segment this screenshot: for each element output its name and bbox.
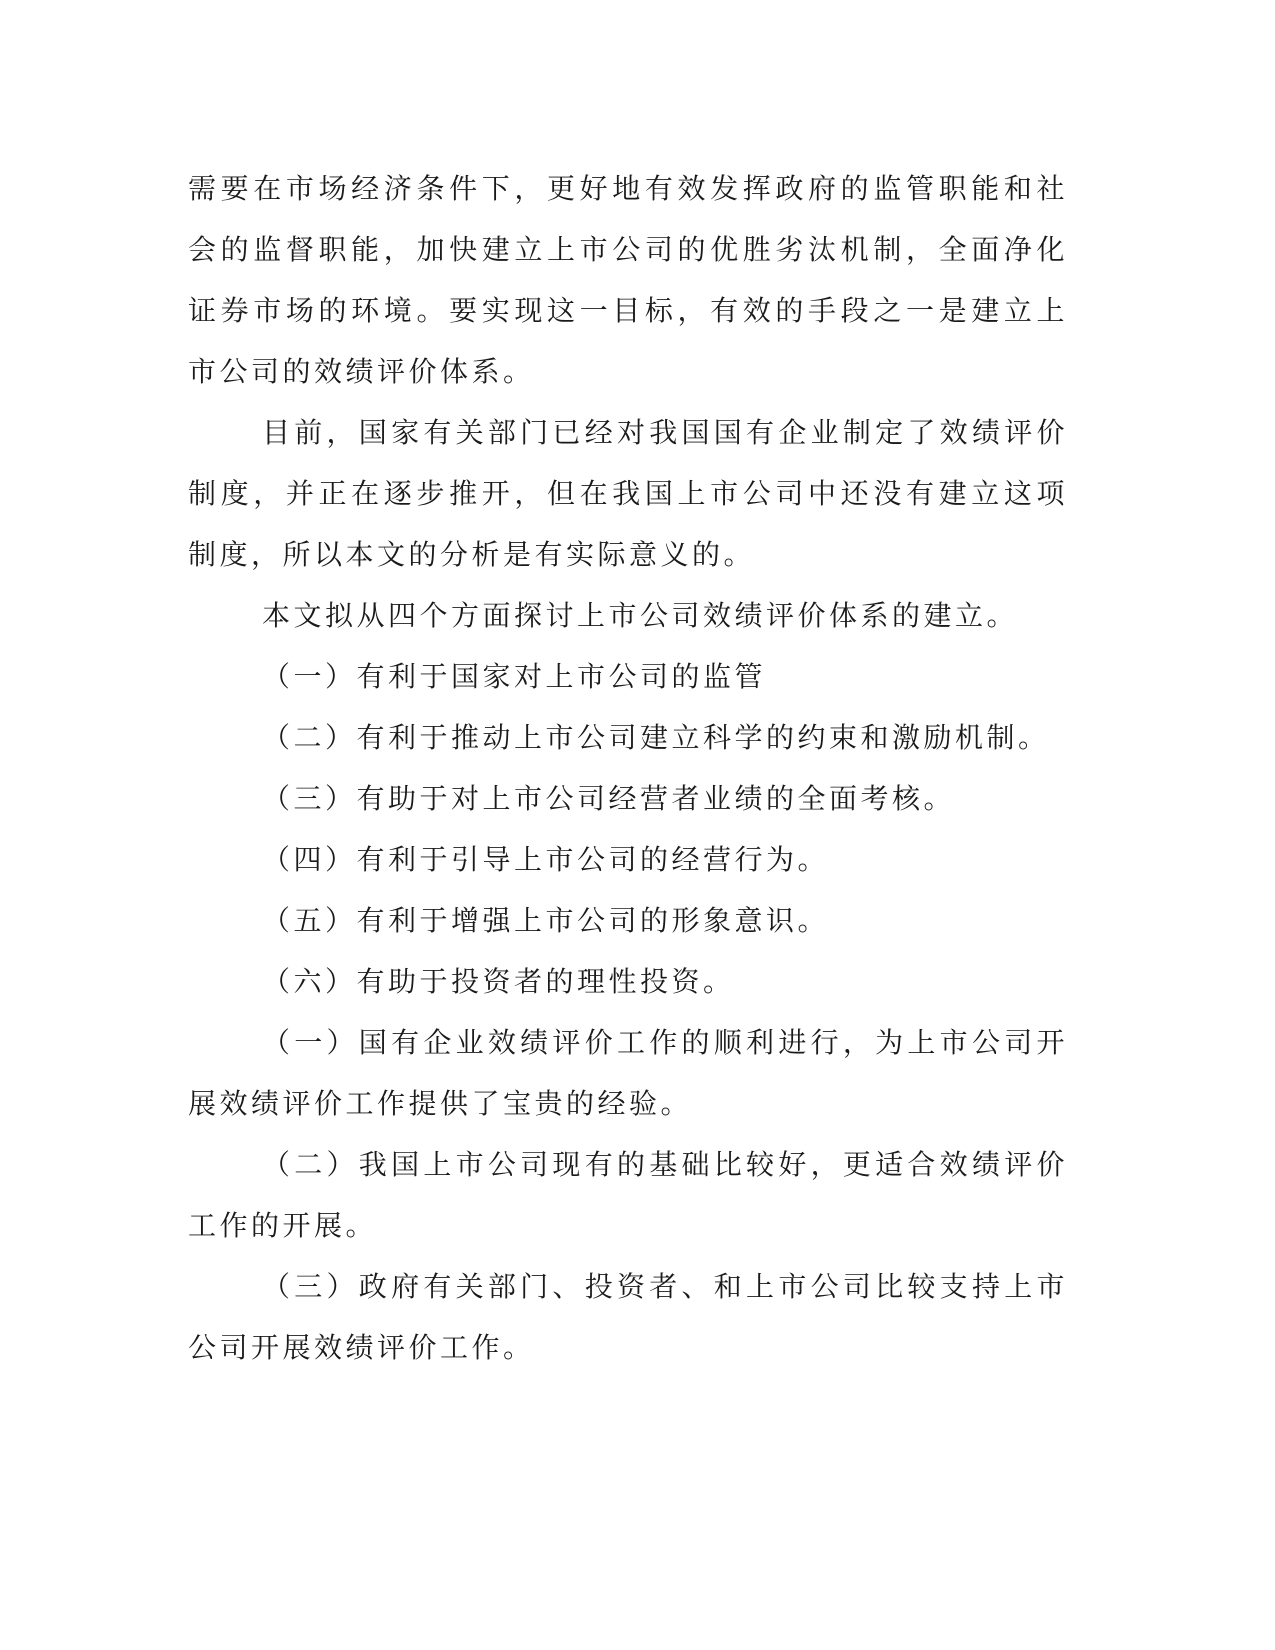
condition-item-2: （二）我国上市公司现有的基础比较好，更适合效绩评价工作的开展。	[188, 1148, 1068, 1242]
benefit-item-2: （二）有利于推动上市公司建立科学的约束和激励机制。	[262, 721, 1050, 754]
document-body	[188, 158, 1068, 1378]
paragraph-continuation: 需要在市场经济条件下，更好地有效发挥政府的监管职能和社会的监督职能，加快建立上市公司的优胜劣汰机制，全面净化证券市场的环境。要实现这一目标，有效的手段之一是建立上市公司的效绩评价体系。	[188, 172, 1068, 388]
benefit-item-6: （六）有助于投资者的理性投资。	[262, 965, 735, 998]
benefit-item-1: （一）有利于国家对上市公司的监管	[262, 660, 767, 693]
paragraph-outline: 本文拟从四个方面探讨上市公司效绩评价体系的建立。	[262, 599, 1019, 632]
condition-item-3: （三）政府有关部门、投资者、和上市公司比较支持上市公司开展效绩评价工作。	[188, 1270, 1068, 1364]
benefit-item-5: （五）有利于增强上市公司的形象意识。	[262, 904, 830, 937]
paragraph-current-status: 目前，国家有关部门已经对我国国有企业制定了效绩评价制度，并正在逐步推开，但在我国上市公司中还没有建立这项制度，所以本文的分析是有实际意义的。	[188, 416, 1068, 571]
benefit-item-3: （三）有助于对上市公司经营者业绩的全面考核。	[262, 782, 956, 815]
benefit-item-4: （四）有利于引导上市公司的经营行为。	[262, 843, 830, 876]
condition-item-1: （一）国有企业效绩评价工作的顺利进行，为上市公司开展效绩评价工作提供了宝贵的经验。	[188, 1026, 1068, 1120]
